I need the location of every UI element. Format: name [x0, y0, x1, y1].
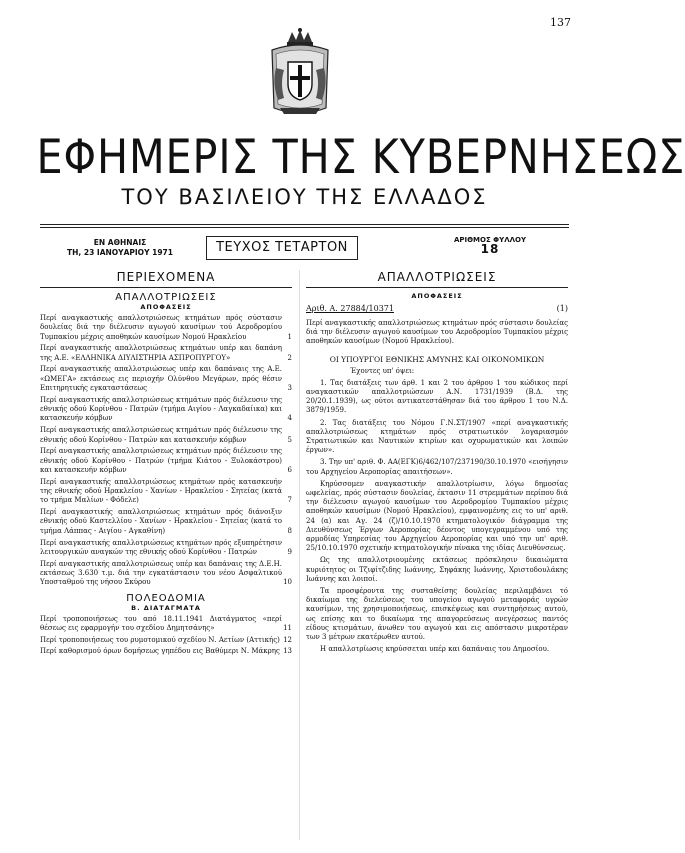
- contents-item-page: 7: [287, 496, 292, 505]
- contents-item-text: Περί αναγκαστικής απαλλοτριώσεως υπέρ και δαπάναις της Δ.Ε.Η. εκτάσεως 3.630 τ.μ. διά την εγκατάστασιν του νέου Ασφαλτικού Υποσταθμού της νήσου Σκύρου: [40, 559, 282, 587]
- body-paragraph: Τα προσφέροντα της συσταθείσης δουλείας περιλαμβάνει τό δικαίωμα της διελεύσεως του υπογείου αγωγού μεταφοράς υγρών καυσίμων, της χρησιμοποιήσεως, επισκέψεως και συντηρήσεως αυτού, ως επίσης και το δικαίωμα της απαγορεύσεως ανεγέρσεως παντός είδους κτισμάτων, άνωθεν του αγωγού και εις απόστασιν μικροτέραν των 3 μέτρων εκατέρωθεν αυτού.: [306, 587, 568, 642]
- issue-date: ΤΗ, 23 ΙΑΝΟΥΑΡΙΟΥ 1971: [67, 248, 173, 257]
- divider: [40, 287, 292, 288]
- contents-heading: ΠΕΡΙΕΧΟΜΕΝΑ: [116, 270, 216, 284]
- contents-item-page: 6: [287, 465, 292, 474]
- section-subtitle: Β. ΔΙΑΤΑΓΜΑΤΑ: [131, 603, 201, 612]
- body-paragraph: 3. Την υπ' αριθ. Φ. ΑΑ(ΕΓΚ)6/462/107/237190/30.10.1970 «εισήγησιν του Αρχηγείου Αεροπορίας απαιτήσεων».: [306, 458, 568, 476]
- column-divider: [299, 270, 300, 840]
- contents-item-text: Περί αναγκαστικής απαλλοτριώσεως κτημάτων πρός διάνοιξιν εθνικής οδού Καστελλίου - Χανίων - Ηρακλείου - Σητείας (κατά το τμήμα Λάππας - Αιγίου - Αγκαθίνη): [40, 508, 282, 535]
- divider: [40, 227, 569, 228]
- contents-item-text: Περί αναγκαστικής απαλλοτριώσεως κτημάτων πρός διέλευσιν της εθνικής οδού Κορίνθου - Πατρών (τμήμα Κιάτου - Ξυλοκάστρου) και κατασκευήν κόμβων: [40, 447, 282, 474]
- contents-item: [40, 478, 292, 506]
- contents-item: [40, 615, 292, 634]
- contents-item-text: Περί αναγκαστικής απαλλοτριώσεως κτημάτων πρός διέλευσιν της εθνικής οδού Κορίνθου - Πατρών και κατασκευήν κόμβων: [40, 426, 282, 444]
- having-regard: Έχοντες υπ' όψει:: [350, 366, 415, 375]
- section-subtitle: ΑΠΟΦΑΣΕΙΣ: [140, 303, 192, 311]
- contents-item-page: 2: [287, 353, 292, 362]
- contents-item: [40, 314, 292, 342]
- reference-index: (1): [556, 304, 568, 313]
- contents-item: [40, 365, 292, 393]
- sheet-number-block: [415, 236, 565, 254]
- gazette-title: ΕΦΗΜΕΡΙΣ ΤΗΣ ΚΥΒΕΡΝΗΣΕΩΣ: [36, 130, 685, 185]
- coat-of-arms-icon: [266, 28, 334, 120]
- contents-item-page: 12: [283, 635, 292, 644]
- contents-item-text: Περί τροποποιήσεως του ρυμοτομικού σχεδίου Ν. Αετίων (Αττικής): [40, 635, 280, 644]
- contents-item: [40, 508, 292, 536]
- contents-item: [40, 560, 292, 588]
- contents-item: [40, 647, 292, 656]
- contents-item: [40, 539, 292, 558]
- divider: [40, 224, 569, 225]
- divider: [306, 287, 568, 288]
- gazette-subtitle: ΤΟΥ ΒΑΣΙΛΕΙΟΥ ΤΗΣ ΕΛΛΑΔΟΣ: [121, 185, 488, 209]
- ministers-heading: ΟΙ ΥΠΟΥΡΓΟΙ ΕΘΝΙΚΗΣ ΑΜΥΝΗΣ ΚΑΙ ΟΙΚΟΝΟΜΙΚΩΝ: [329, 354, 545, 364]
- section-title: ΠΟΛΕΟΔΟΜΙΑ: [126, 592, 206, 604]
- body-paragraph: 1. Τας διατάξεις των άρθ. 1 και 2 του άρθρου 1 του κώδικος περί αναγκαστικών απαλλοτριώσεων Α.Ν. 1731/1939 (Β.Δ. της 20/20.1.1939), ως ούτοι αντικατεστάθησαν διά του άρθρου 1 του Ν.Δ. 3879/1959.: [306, 378, 568, 415]
- body-paragraph: Ως της απαλλοτριουμένης εκτάσεως πρόσκλησιν δικαιώματα κυριότητος οι Τζιφίτζιδης Ιωάννης, Σηφάκης Ιωάννης, Χριστοδουλάκης Ιωάννης και λοιποί.: [306, 556, 568, 583]
- contents-item-page: 13: [283, 647, 292, 656]
- contents-item-text: Περί καθορισμού όρων δομήσεως γηπέδου εις Βαθύμερι Ν. Μάκρης: [40, 647, 280, 656]
- reference-number: Αριθ. Α. 27884/10371: [306, 304, 394, 313]
- main-subheading: ΑΠΟΦΑΣΕΙΣ: [411, 292, 463, 300]
- decision-subject: Περί αναγκαστικής απαλλοτριώσεως κτημάτων πρός σύστασιν δουλείας διά την διέλευσιν αγωγού καυσίμων του Αεροδρομίου Τυμπακίου μέχρις αποθηκών καυσίμων (Νομού Ηρακλείου).: [306, 319, 568, 346]
- contents-item-text: Περί αναγκαστικής απαλλοτριώσεως κτημάτων πρός διέλευσιν της εθνικής οδού Κορίνθου - Πατρών (τμήμα Αιγίου - Λαγκαδαίικα) και κατασκευήν κόμβων: [40, 395, 282, 423]
- decision-body: [306, 379, 568, 655]
- sheet-label: ΑΡΙΘΜΟΣ ΦΥΛΛΟΥ: [453, 236, 527, 244]
- sheet-number: 18: [480, 242, 500, 256]
- contents-item: [40, 426, 292, 445]
- main-heading: ΑΠΑΛΛΟΤΡΙΩΣΕΙΣ: [377, 270, 497, 284]
- decision-reference: [306, 304, 568, 313]
- contents-item: [40, 396, 292, 424]
- contents-item: [40, 344, 292, 363]
- body-paragraph: 2. Τας διατάξεις του Νόμου Γ.Ν.ΣΤ/1907 «περί αναγκαστικής απαλλοτριώσεως κτημάτων πρός στρατιωτικόν λογαριασμόν Στρατιωτικών και Ναυτικών κτιρίων και οχυρωματικών και λοιπών έργων».: [306, 418, 568, 455]
- contents-item: [40, 447, 292, 475]
- contents-item-page: 5: [287, 435, 292, 444]
- contents-item-page: 4: [287, 414, 292, 423]
- contents-column: [40, 270, 292, 659]
- contents-list: [40, 615, 292, 657]
- section-title: ΑΠΑΛΛΟΤΡΙΩΣΕΙΣ: [115, 292, 217, 303]
- contents-item-text: Περί αναγκαστικής απαλλοτριώσεως υπέρ και δαπάναις της Α.Ε. «ΩΜΕΓΑ» εκτάσεως εις περιοχήν Ολύνθου Μεγάρων, πρός θέσιν Επιτηρητικής εγκαταστάσεως: [40, 365, 282, 393]
- contents-item-page: 9: [287, 547, 292, 556]
- contents-list: [40, 314, 292, 588]
- contents-item-page: 8: [287, 526, 292, 535]
- issue-place-date: [45, 238, 195, 258]
- contents-item-page: 10: [283, 578, 292, 587]
- body-paragraph: Η απαλλοτρίωσις κηρύσσεται υπέρ και δαπάναις του Δημοσίου.: [320, 645, 550, 654]
- contents-item-text: Περί αναγκαστικής απαλλοτριώσεως κτημάτων πρός σύστασιν δουλείας διά την διέλευσιν αγωγού καυσίμων τού Αεροδρομίου Τυμπακίου μέχρις αποθηκών καυσίμων Νομού Ηρακλείου: [40, 314, 282, 341]
- main-column: [306, 270, 568, 658]
- issue-place: ΕΝ ΑΘΗΝΑΙΣ: [93, 238, 147, 247]
- contents-item-text: Περί αναγκαστικής απαλλοτριώσεως κτημάτων πρός κατασκευήν της εθνικής οδού Ηρακλείου - Χανίων - Ηρακλείου - Σητείας (κατά το τμήμα Μαλίων - Φόδελε): [40, 477, 282, 505]
- contents-item-page: 3: [287, 384, 292, 393]
- contents-item-text: Περί τροποποιήσεως του από 18.11.1941 Διατάγματος «περί θέσεως εις εφαρμογήν του σχεδίου Δημητσάνης»: [40, 614, 282, 632]
- contents-item: [40, 636, 292, 645]
- contents-item-page: 11: [283, 623, 292, 632]
- contents-item-page: 1: [287, 332, 292, 341]
- contents-item-text: Περί αναγκαστικής απαλλοτριώσεως κτημάτων υπέρ και δαπάνη της Α.Ε. «ΕΛΛΗΝΙΚΑ ΔΙΥΛΙΣΤΗΡΙΑ ΑΣΠΡΟΠΥΡΓΟΥ»: [40, 344, 282, 362]
- page-number: 137: [550, 16, 571, 29]
- body-paragraph: Κηρύσσομεν αναγκαστικήν απαλλοτρίωσιν, λόγω δημοσίας ωφελείας, πρός σύστασιν δουλείας, έκτασιν 11 στρεμμάτων περίπου διά την διέλευσιν αγωγού καυσίμων του Αεροδρομίου Τυμπακίου μέχρις αποθηκών καυσίμων (Νομού Ηρακλείου), εμφαινομένης εις το υπ' αριθ. 24 (α) και Αγ. 24 (ζ)/10.10.1970 κτηματολογικόν διάγραμμα της Διευθύνσεως Έργων Αεροπορίας δέοντος υπογεγραμμένου υπό της αρμοδίας Υπηρεσίας του Αρχηγείου Αεροπορίας και υπό την υπ' αριθ. 25/10.10.1970 σχετικήν κτηματολογικήν πίνακα της ιδίας Διευθύνσεως.: [306, 479, 568, 553]
- contents-item-text: Περί αναγκαστικής απαλλοτριώσεως κτημάτων πρός εξυπηρέτησιν λειτουργικών αναγκών της εθνικής οδού Κορίνθου - Πατρών: [40, 538, 282, 556]
- issue-volume: ΤΕΥΧΟΣ ΤΕΤΑΡΤΟΝ: [206, 236, 358, 260]
